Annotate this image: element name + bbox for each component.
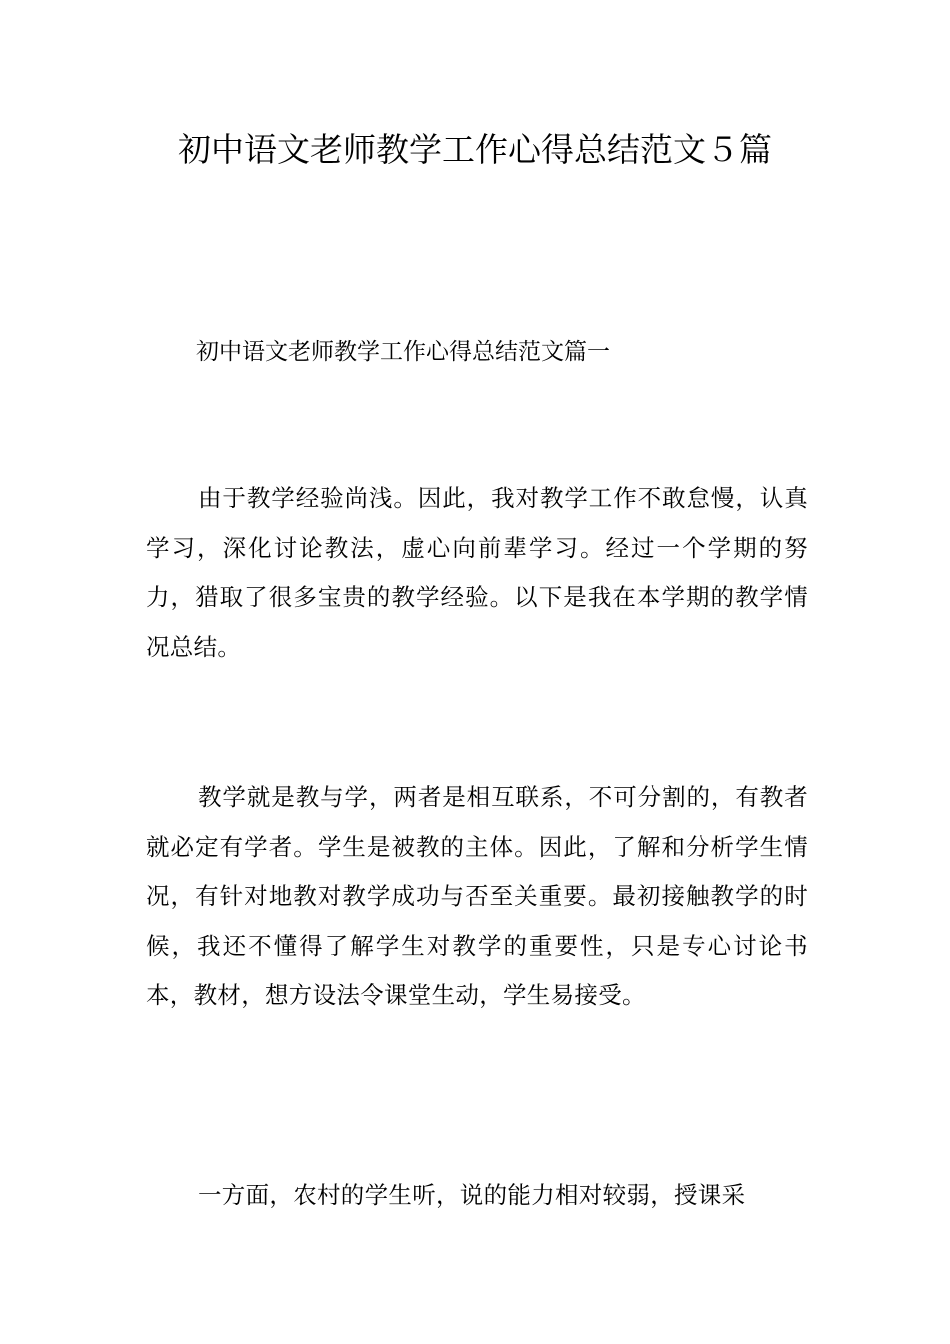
document-title: 初中语文老师教学工作心得总结范文５篇 <box>178 130 772 169</box>
section-heading: 初中语文老师教学工作心得总结范文篇一 <box>196 339 610 365</box>
paragraph-1: 由于教学经验尚浅。因此，我对教学工作不敢怠慢，认真学习，深化讨论教法，虚心向前辈学习。经过一个学期的努力，猎取了很多宝贵的教学经验。以下是我在本学期的教学情况总结。 <box>146 484 808 661</box>
paragraph-3: 一方面，农村的学生听，说的能力相对较弱，授课采 <box>198 1181 746 1209</box>
paragraph-2: 教学就是教与学，两者是相互联系，不可分割的，有教者就必定有学者。学生是被教的主体。因此，了解和分析学生情况，有针对地教对教学成功与否至关重要。最初接触教学的时候，我还不懂得了解学生对教学的重要性，只是专心讨论书本，教材，想方设法令课堂生动，学生易接受。 <box>146 783 808 1009</box>
